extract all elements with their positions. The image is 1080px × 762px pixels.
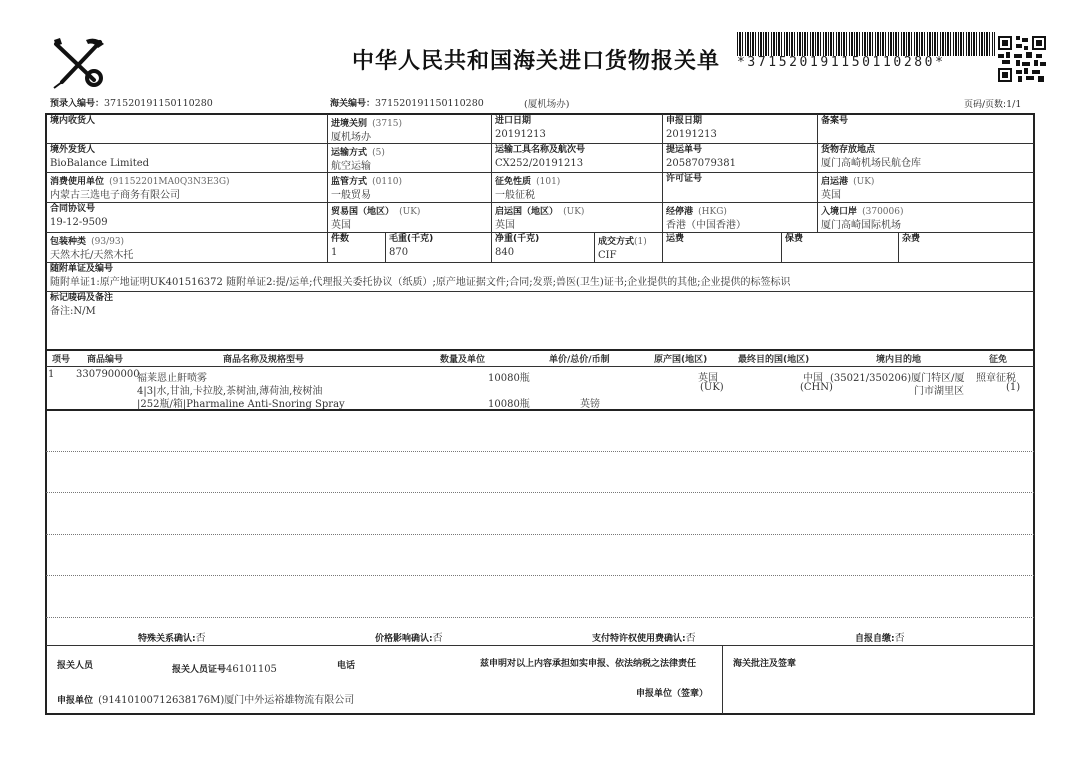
field-departure-port: 启运港 (UK) 英国 <box>821 177 875 201</box>
customs-remarks-seal: 海关批注及签章 <box>733 659 797 669</box>
col-price: 单价/总价/币制 <box>549 355 610 365</box>
field-packing-type: 包装种类 (93/93) 天然木托/天然木托 <box>50 237 134 261</box>
field-bill-no: 提运单号 20587079381 <box>666 145 736 169</box>
field-shipper: 境外发货人 BioBalance Limited <box>50 145 150 169</box>
legal-statement: 兹申明对以上内容承担如实申报、依法纳税之法律责任 <box>480 659 697 669</box>
declaring-unit: 申报单位 (91410100712638176M)厦门中外运裕雄物流有限公司 <box>57 695 355 706</box>
field-record-no: 备案号 <box>821 116 849 126</box>
declarant-label: 报关人员 <box>57 661 94 671</box>
field-attached-docs: 随附单证及编号 随附单证1:原产地证明UK401516372 随附单证2:提/运单;代理报关委托协议（纸质）;原产地证据文件;合同;发票;兽医(卫生)证书;企业提供的其他;企业提供的标签标识 <box>50 264 791 288</box>
page-title: 中华人民共和国海关进口货物报关单 <box>352 49 721 74</box>
royalty-confirm: 支付特许权使用费确认:否 <box>592 633 696 644</box>
field-consignee: 境内收货人 <box>50 116 96 126</box>
field-net-weight: 净重(千克) 840 <box>495 234 540 258</box>
field-declare-date: 申报日期 20191213 <box>666 116 717 140</box>
col-hs-code: 商品编号 <box>87 355 124 365</box>
field-levy-nature: 征免性质 (101) 一般征税 <box>495 177 561 201</box>
field-license-no: 许可证号 <box>666 174 703 184</box>
self-declare-confirm: 自报自缴:否 <box>855 633 905 644</box>
field-consumer-unit: 消费使用单位 (91152201MA0Q3N3E3G) 内蒙古三选电子商务有限公司 <box>50 177 230 201</box>
field-vehicle-voyage: 运输工具名称及航次号 CX252/20191213 <box>495 145 586 169</box>
field-freight: 运费 <box>666 234 685 244</box>
col-dest-country: 最终目的国(地区) <box>738 355 810 365</box>
col-quantity: 数量及单位 <box>440 355 486 365</box>
field-pieces: 件数 1 <box>331 234 350 258</box>
field-entry-customs: 进境关别 (3715) 厦机场办 <box>331 119 403 143</box>
customs-number-label: 海关编号： <box>330 99 376 109</box>
col-name-spec: 商品名称及规格型号 <box>223 355 305 365</box>
field-contract-no: 合同协议号 19-12-9509 <box>50 204 108 228</box>
phone-label: 电话 <box>337 661 356 671</box>
page-indicator <box>964 97 1021 110</box>
field-storage-place: 货物存放地点 厦门高崎机场民航仓库 <box>821 145 921 169</box>
field-transport-mode: 运输方式 (5) 航空运输 <box>331 148 385 172</box>
col-domestic-dest: 境内目的地 <box>876 355 922 365</box>
declaring-unit-seal: 申报单位（签章） <box>636 689 709 699</box>
page-label: 页码/页数: <box>964 100 1007 110</box>
qr-code-icon <box>998 36 1046 82</box>
field-trade-country: 贸易国（地区） (UK) 英国 <box>331 207 421 231</box>
customs-emblem-icon <box>50 34 108 90</box>
field-supervision-mode: 监管方式 (0110) 一般贸易 <box>331 177 403 201</box>
field-origin-country: 启运国（地区） (UK) 英国 <box>495 207 585 231</box>
field-transit-port: 经停港 (HKG) 香港（中国香港） <box>666 207 746 231</box>
price-impact-confirm: 价格影响确认:否 <box>375 633 443 644</box>
col-origin: 原产国(地区) <box>654 355 708 365</box>
field-insurance: 保费 <box>785 234 804 244</box>
col-levy: 征免 <box>989 355 1008 365</box>
pre-entry-label: 预录入编号： <box>50 99 105 109</box>
special-relation-confirm: 特殊关系确认:否 <box>138 633 206 644</box>
barcode <box>737 32 995 56</box>
customs-number-value: 371520191150110280 <box>375 98 484 109</box>
field-transaction-mode: 成交方式(1) CIF <box>598 237 647 261</box>
customs-office: (厦机场办) <box>524 99 570 110</box>
field-misc-fee: 杂费 <box>902 234 921 244</box>
field-gross-weight: 毛重(千克) 870 <box>389 234 434 258</box>
customs-number <box>330 96 484 109</box>
field-import-date: 进口日期 20191213 <box>495 116 546 140</box>
field-entry-port: 入境口岸 (370006) 厦门高崎国际机场 <box>821 207 904 231</box>
pre-entry-number <box>50 96 213 109</box>
declarant-cert: 报关人员证号46101105 <box>172 664 277 675</box>
col-item-no: 项号 <box>52 355 71 365</box>
pre-entry-value: 371520191150110280 <box>104 98 213 109</box>
field-marks-remarks: 标记唛码及备注 备注:N/M <box>50 293 114 317</box>
barcode-text: *371520191150110280* <box>737 55 946 70</box>
page-value: 1/1 <box>1006 99 1022 110</box>
